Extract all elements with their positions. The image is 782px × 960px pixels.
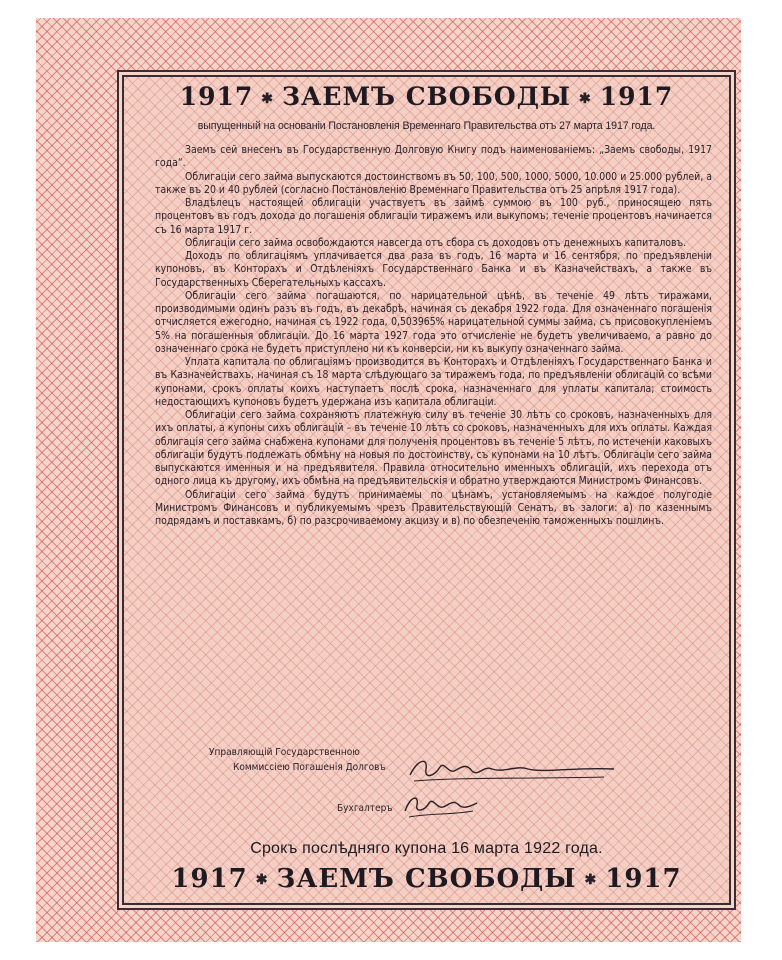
- bond-sheet: [36, 18, 741, 942]
- terms-paragraph: Заемъ сей внесенъ въ Государственную Долговую Книгу подъ наименованіемъ: „Заемъ свободы, 1917 года“.: [155, 144, 712, 170]
- loan-name: ЗАЕМЪ СВОБОДЫ: [276, 864, 577, 894]
- terms-paragraph: Уплата капитала по облигаціямъ производится въ Конторахъ и Отдѣленіяхъ Государственнаго Банка и въ Казначействахъ, начиная съ 18 марта слѣдующаго за тиражемъ года, по предъявленіи облигацій со всѣми купонами, срокъ оплаты коихъ наступаетъ послѣ срока, назначеннаго для уплаты капитала; стоимость недостающихъ купоновъ будетъ удержана изъ капитала облигаціи.: [155, 356, 712, 408]
- bookkeeper-label: Бухгалтеръ: [337, 803, 393, 814]
- manager-title-line1: Управляющій Государственною: [209, 747, 360, 758]
- terms-paragraph: Облигаціи сего займа выпускаются достоинствомъ въ 50, 100, 500, 1000, 5000, 10.000 и 25.000 рублей, а также въ 20 и 40 рублей (согласно Постановленію Временнаго Правительства отъ 25 апрѣля 1917 года).: [155, 170, 712, 196]
- year-right: 1917: [599, 82, 674, 111]
- star-ornament-icon: ✱: [578, 90, 592, 107]
- terms-paragraph: Доходъ по облигаціямъ уплачивается два раза въ годъ, 16 марта и 16 сентября, по предъявленіи купоновъ, въ Конторахъ и Отдѣленіяхъ Государственнаго Банка и въ Казначействахъ, а также въ Государственныхъ Сберегательныхъ кассахъ.: [155, 250, 712, 289]
- terms-paragraph: Облигаціи сего займа сохраняютъ платежную силу въ теченіе 30 лѣтъ со сроковъ, назначенныхъ для ихъ оплаты, а купоны сихъ облигацій – въ теченіе 10 лѣтъ со сроковъ, назначенныхъ для ихъ оплаты. Каждая облигація сего займа снабжена купонами для полученія процентовъ въ теченіе 5 лѣтъ, по истеченіи каковыхъ облигаціи будутъ подлежать обмѣну на новыя по достоинству, съ купонами на 10 лѣтъ. Облигаціи сего займа выпускаются именныя и на предъявителя. Правила относительно именныхъ облигацій, ихъ перехода отъ одного лица къ другому, ихъ обмѣна на предъявительскія и обратно утверждаются Министромъ Финансовъ.: [155, 409, 712, 488]
- signature-block: [209, 747, 629, 837]
- star-ornament-icon: ✱: [261, 90, 275, 107]
- bond-terms-text: [155, 144, 712, 528]
- loan-name: ЗАЕМЪ СВОБОДЫ: [282, 82, 571, 111]
- manager-signature-icon: [404, 753, 624, 787]
- terms-paragraph: Облигаціи сего займа освобождаются навсегда отъ сбора съ доходовъ отъ денежныхъ капиталовъ.: [185, 236, 687, 249]
- bond-title-bottom: [119, 864, 734, 894]
- terms-paragraph: Облигаціи сего займа будутъ принимаемы по цѣнамъ, установляемымъ на каждое полугодіе Министромъ Финансовъ и публикуемымъ чрезъ Правительствующій Сенатъ, въ залоги: а) по казеннымъ подрядамъ и поставкамъ, б) по разсрочиваемому акцизу и в) по обезпеченію таможенныхъ пошлинъ.: [155, 488, 712, 527]
- star-ornament-icon: ✱: [255, 872, 269, 888]
- issue-basis-line: выпущенный на основаніи Постановленія Временнаго Правительства отъ 27 марта 1917 года.: [197, 120, 656, 132]
- ornamental-frame: [117, 70, 736, 910]
- last-coupon-note: Срокъ послѣдняго купона 16 марта 1922 года.: [250, 840, 603, 857]
- terms-paragraph: Облигаціи сего займа погашаются, по нарицательной цѣнѣ, въ теченіе 49 лѣтъ тиражами, производимыми одинъ разъ въ годъ, въ декабрѣ, начиная съ декабря 1922 года. Для означеннаго погашенія отчисляется ежегодно, начиная съ 1922 года, 0,503965% нарицательной суммы займа, съ присовокупленіемъ 5% на погашенныя облигаціи. До 16 марта 1927 года это отчисленіе не будетъ увеличиваемо, а равно до означеннаго срока не будетъ приступлено ни къ конверсіи, ни къ выкупу означеннаго займа.: [155, 289, 712, 355]
- manager-title-line2: Коммиссіею Погашенія Долговъ: [233, 762, 386, 773]
- year-right: 1917: [605, 864, 682, 894]
- year-left: 1917: [171, 864, 248, 894]
- bond-title-top: [119, 82, 734, 111]
- year-left: 1917: [179, 82, 254, 111]
- star-ornament-icon: ✱: [584, 872, 598, 888]
- bookkeeper-signature-icon: [401, 791, 481, 821]
- terms-paragraph: Владѣлецъ настоящей облигаціи участвуетъ въ займѣ суммою въ 100 руб., приносящею пять процентовъ въ годъ дохода до погашенія облигаціи тиражемъ или выкупомъ; теченіе процентовъ начинается съ 16 марта 1917 г.: [155, 197, 712, 236]
